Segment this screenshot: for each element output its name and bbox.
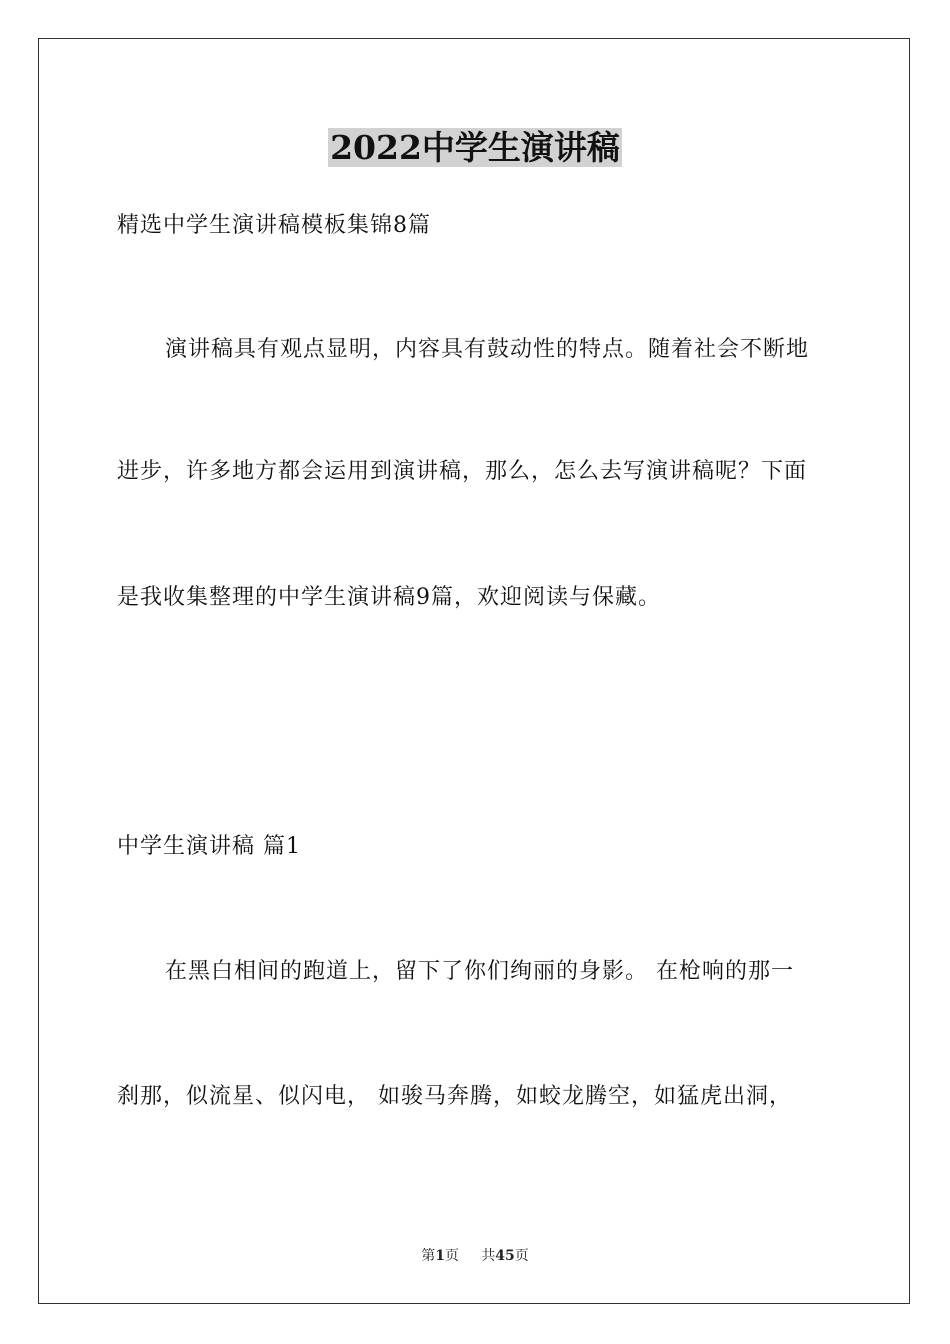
page-indicator: 第1页 — [421, 1248, 459, 1264]
total-pages-indicator: 共45页 — [481, 1248, 529, 1264]
section-line-1: 在黑白相间的跑道上，留下了你们绚丽的身影。 在枪响的那一 — [165, 959, 794, 984]
section-line-2: 刹那，似流星、似闪电， 如骏马奔腾，如蛟龙腾空，如猛虎出洞， — [117, 1084, 792, 1109]
document-title: 2022中学生演讲稿 — [330, 128, 620, 167]
page-footer — [0, 1247, 950, 1265]
intro-line-3: 是我收集整理的中学生演讲稿9篇，欢迎阅读与保藏。 — [117, 585, 661, 610]
intro-line-1: 演讲稿具有观点显明，内容具有鼓动性的特点。随着社会不断地 — [165, 337, 810, 362]
document-subtitle: 精选中学生演讲稿模板集锦8篇 — [117, 213, 431, 238]
intro-line-2: 进步，许多地方都会运用到演讲稿，那么，怎么去写演讲稿呢？下面 — [117, 459, 808, 484]
document-title-block — [0, 127, 950, 169]
section-heading: 中学生演讲稿 篇1 — [117, 834, 301, 859]
